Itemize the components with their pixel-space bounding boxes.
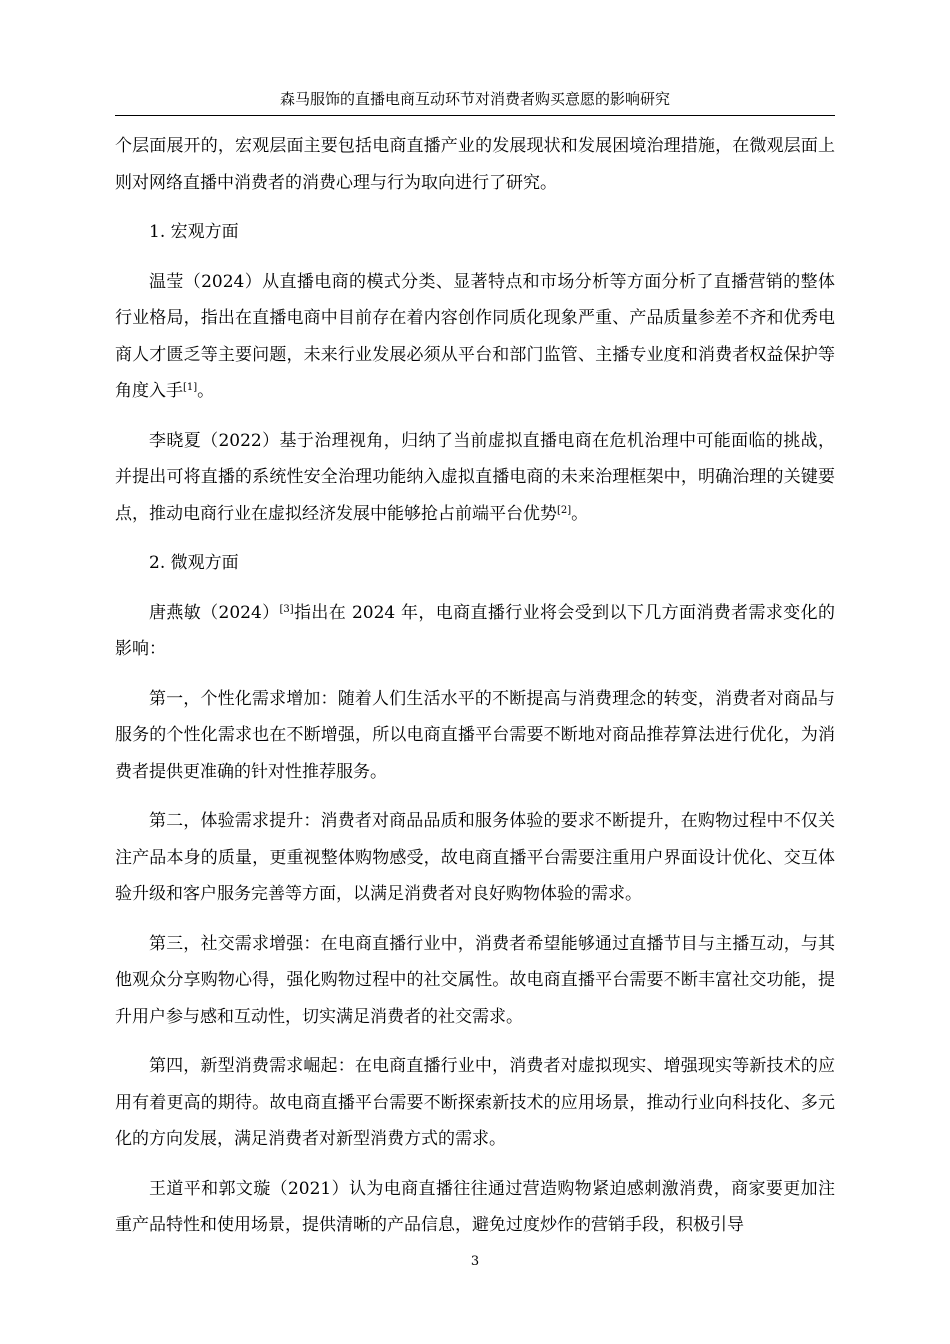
running-header: 森马服饰的直播电商互动环节对消费者购买意愿的影响研究 <box>279 90 670 108</box>
paragraph-6: 第二，体验需求提升：消费者对商品品质和服务体验的要求不断提升，在购物过程中不仅关注产品本身的质量，更重视整体购物感受，故电商直播平台需要注重用户界面设计优化、交互体验升级和客户服务完善等方面，以满足消费者对良好购物体验的需求。 <box>115 811 835 904</box>
citation-2[interactable]: [2] <box>557 504 572 516</box>
paragraph-5: 第一，个性化需求增加：随着人们生活水平的不断提高与消费理念的转变，消费者对商品与服务的个性化需求也在不断增强，所以电商直播平台需要不断地对商品推荐算法进行优化，为消费者提供更准确的针对性推荐服务。 <box>115 688 835 782</box>
header-rule <box>115 115 835 116</box>
page-body <box>115 128 835 1257</box>
page-number: 3 <box>470 1254 480 1269</box>
paragraph-8: 第四，新型消费需求崛起：在电商直播行业中，消费者对虚拟现实、增强现实等新技术的应用有着更高的期待。故电商直播平台需要不断探索新技术的应用场景，推动行业向科技化、多元化的方向发展，满足消费者对新型消费方式的需求。 <box>115 1056 835 1149</box>
paragraph-9: 王道平和郭文璇（2021）认为电商直播往往通过营造购物紧迫感刺激消费，商家要更加注重产品特性和使用场景，提供清晰的产品信息，避免过度炒作的营销手段，积极引导 <box>115 1178 835 1235</box>
paragraph-2: 温莹（2024）从直播电商的模式分类、显著特点和市场分析等方面分析了直播营销的整体行业格局，指出在直播电商中目前存在着内容创作同质化现象严重、产品质量参差不齐和优秀电商人才匮乏等主要问题，未来行业发展必须从平台和部门监管、主播专业度和消费者权益保护等角度入手[1]。 <box>115 271 835 401</box>
paragraph-1: 个层面展开的，宏观层面主要包括电商直播产业的发展现状和发展困境治理措施，在微观层面上则对网络直播中消费者的消费心理与行为取向进行了研究。 <box>115 136 835 193</box>
paragraph-7: 第三，社交需求增强：在电商直播行业中，消费者希望能够通过直播节目与主播互动，与其他观众分享购物心得，强化购物过程中的社交属性。故电商直播平台需要不断丰富社交功能，提升用户参与感和互动性，切实满足消费者的社交需求。 <box>115 933 835 1027</box>
paragraph-4: 唐燕敏（2024）[3]指出在 2024 年，电商直播行业将会受到以下几方面消费者需求变化的影响： <box>115 602 835 659</box>
paragraph-3: 李晓夏（2022）基于治理视角，归纳了当前虚拟直播电商在危机治理中可能面临的挑战，并提出可将直播的系统性安全治理功能纳入虚拟直播电商的未来治理框架中，明确治理的关键要点，推动电商行业在虚拟经济发展中能够抢占前端平台优势[2]。 <box>115 430 835 524</box>
citation-3[interactable]: [3] <box>279 603 294 615</box>
section-heading-macro: 1. 宏观方面 <box>149 222 239 242</box>
citation-1[interactable]: [1] <box>183 382 198 393</box>
section-heading-micro: 2. 微观方面 <box>149 553 239 573</box>
